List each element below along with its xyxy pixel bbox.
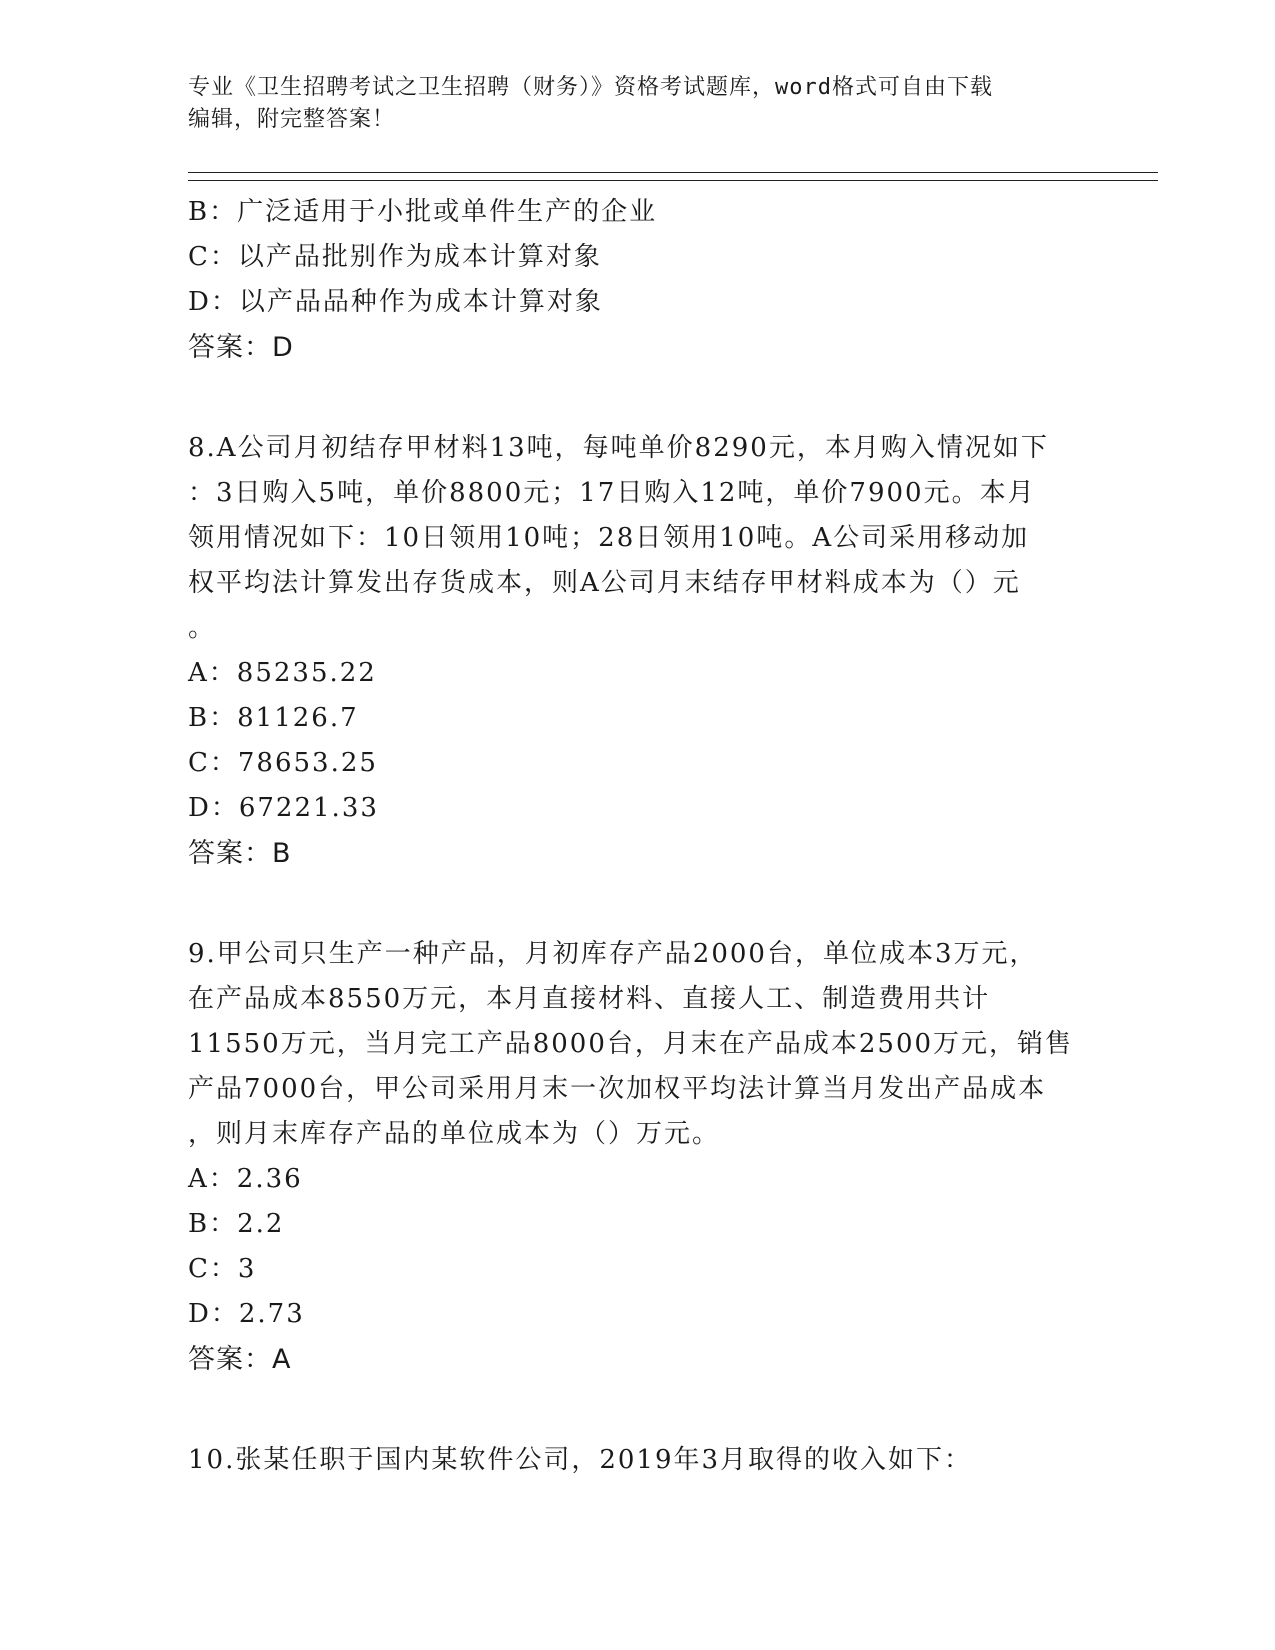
option-d: D：以产品品种作为成本计算对象 [188, 287, 603, 317]
answer-line: 答案：D [188, 332, 294, 363]
question-stem-line: 在产品成本8550万元，本月直接材料、直接人工、制造费用共计 [188, 984, 991, 1014]
header-line-2: 编辑，附完整答案！ [188, 107, 396, 132]
question-stem-line: 权平均法计算发出存货成本，则A公司月末结存甲材料成本为（）元 [188, 568, 1021, 598]
question-stem-line: 8.A公司月初结存甲材料13吨，每吨单价8290元，本月购入情况如下 [188, 433, 1049, 463]
question-stem-line: 11550万元，当月完工产品8000台，月末在产品成本2500万元，销售 [188, 1029, 1074, 1059]
question-content [188, 190, 1088, 1483]
header-divider-bottom [188, 180, 1158, 181]
document-header [188, 72, 1088, 136]
question-8 [188, 426, 1088, 876]
header-line-1: 专业《卫生招聘考试之卫生招聘（财务）》资格考试题库，word格式可自由下载 [188, 75, 993, 100]
question-10 [188, 1438, 1088, 1483]
question-stem-line: 9.甲公司只生产一种产品，月初库存产品2000台，单位成本3万元， [188, 939, 1038, 969]
option-b: B：2.2 [188, 1209, 285, 1239]
question-stem-line: ，则月末库存产品的单位成本为（）万元。 [188, 1119, 721, 1149]
option-c: C：78653.25 [188, 748, 378, 778]
option-d: D：2.73 [188, 1299, 305, 1329]
question-stem-line: 领用情况如下：10日领用10吨；28日领用10吨。A公司采用移动加 [188, 523, 1030, 553]
question-7 [188, 190, 1088, 370]
option-c: C：3 [188, 1254, 257, 1284]
question-stem-line: ：3日购入5吨，单价8800元；17日购入12吨，单价7900元。本月 [188, 478, 1036, 508]
option-b: B：81126.7 [188, 703, 359, 733]
answer-line: 答案：A [188, 1344, 292, 1375]
question-stem-line: 产品7000台，甲公司采用月末一次加权平均法计算当月发出产品成本 [188, 1074, 1047, 1104]
question-stem-line: 。 [188, 613, 217, 643]
answer-line: 答案：B [188, 838, 292, 869]
question-stem-line: 10.张某任职于国内某软件公司，2019年3月取得的收入如下： [188, 1445, 973, 1475]
option-b: B：广泛适用于小批或单件生产的企业 [188, 197, 658, 227]
option-d: D：67221.33 [188, 793, 379, 823]
option-a: A：2.36 [188, 1164, 303, 1194]
question-9 [188, 932, 1088, 1382]
option-a: A：85235.22 [188, 658, 377, 688]
header-divider-top [188, 172, 1158, 173]
option-c: C：以产品批别作为成本计算对象 [188, 242, 602, 272]
